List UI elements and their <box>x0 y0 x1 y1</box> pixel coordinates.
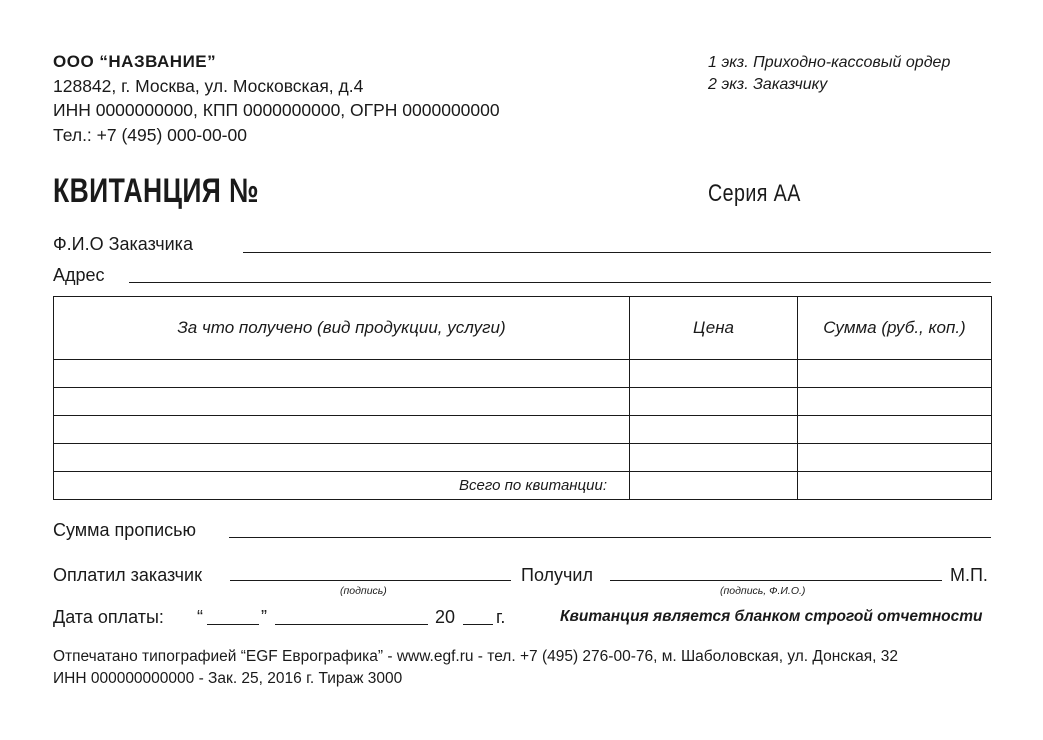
header-description: За что получено (вид продукции, услуги) <box>54 297 630 360</box>
cell-sum[interactable] <box>798 444 992 472</box>
cell-price[interactable] <box>630 416 798 444</box>
payment-month-field[interactable] <box>275 624 428 625</box>
payment-year-field[interactable] <box>463 624 493 625</box>
cell-description[interactable] <box>54 416 630 444</box>
copy-note-2: 2 экз. Заказчику <box>708 76 828 93</box>
receipt-series: Серия АА <box>708 180 801 207</box>
company-ids: ИНН 0000000000, КПП 0000000000, ОГРН 0000000000 <box>53 100 500 120</box>
date-close-quote: ” <box>261 607 267 627</box>
table-row <box>54 416 992 444</box>
total-label: Всего по квитанции: <box>54 472 630 500</box>
paid-by-signature-field[interactable] <box>230 580 511 581</box>
payment-year-suffix: г. <box>496 607 506 627</box>
received-caption: (подпись, Ф.И.О.) <box>720 585 806 597</box>
stamp-label: М.П. <box>950 565 988 585</box>
paid-by-label: Оплатил заказчик <box>53 565 202 585</box>
cell-sum[interactable] <box>798 388 992 416</box>
date-open-quote: “ <box>197 607 203 627</box>
cell-price[interactable] <box>630 388 798 416</box>
items-table <box>53 296 992 500</box>
table-total-row <box>54 472 992 500</box>
payment-date-label: Дата оплаты: <box>53 607 164 627</box>
table-row <box>54 444 992 472</box>
printer-registration: ИНН 000000000000 - Зак. 25, 2016 г. Тираж 3000 <box>53 670 403 687</box>
cell-description[interactable] <box>54 360 630 388</box>
address-label: Адрес <box>53 265 105 285</box>
customer-name-label: Ф.И.О Заказчика <box>53 234 193 254</box>
customer-name-field[interactable] <box>243 252 991 253</box>
copy-note-1: 1 экз. Приходно-кассовый ордер <box>708 54 951 71</box>
cell-price[interactable] <box>630 444 798 472</box>
header-sum: Сумма (руб., коп.) <box>798 297 992 360</box>
strict-reporting-note: Квитанция является бланком строгой отчетности <box>560 608 983 625</box>
payment-day-field[interactable] <box>207 624 259 625</box>
company-phone: Тел.: +7 (495) 000-00-00 <box>53 125 247 145</box>
table-row <box>54 360 992 388</box>
received-signature-field[interactable] <box>610 580 942 581</box>
payment-year-prefix: 20 <box>435 607 456 627</box>
address-field[interactable] <box>129 282 991 283</box>
total-price-cell[interactable] <box>630 472 798 500</box>
table-header-row <box>54 297 992 360</box>
cell-sum[interactable] <box>798 416 992 444</box>
cell-description[interactable] <box>54 388 630 416</box>
company-name: ООО “НАЗВАНИЕ” <box>53 52 217 71</box>
header-price: Цена <box>630 297 798 360</box>
received-label: Получил <box>521 565 593 585</box>
table-row <box>54 388 992 416</box>
amount-in-words-label: Сумма прописью <box>53 520 197 540</box>
cell-price[interactable] <box>630 360 798 388</box>
cell-sum[interactable] <box>798 360 992 388</box>
receipt-title: КВИТАНЦИЯ № <box>53 172 259 210</box>
company-address: 128842, г. Москва, ул. Московская, д.4 <box>53 76 364 96</box>
amount-in-words-field[interactable] <box>229 537 991 538</box>
cell-description[interactable] <box>54 444 630 472</box>
printer-info: Отпечатано типографией “EGF Еврографика” - www.egf.ru - тел. +7 (495) 276-00-76, м. Шаболовская, ул. Донская, 32 <box>53 648 899 665</box>
paid-by-caption: (подпись) <box>340 585 387 597</box>
total-sum-cell[interactable] <box>798 472 992 500</box>
